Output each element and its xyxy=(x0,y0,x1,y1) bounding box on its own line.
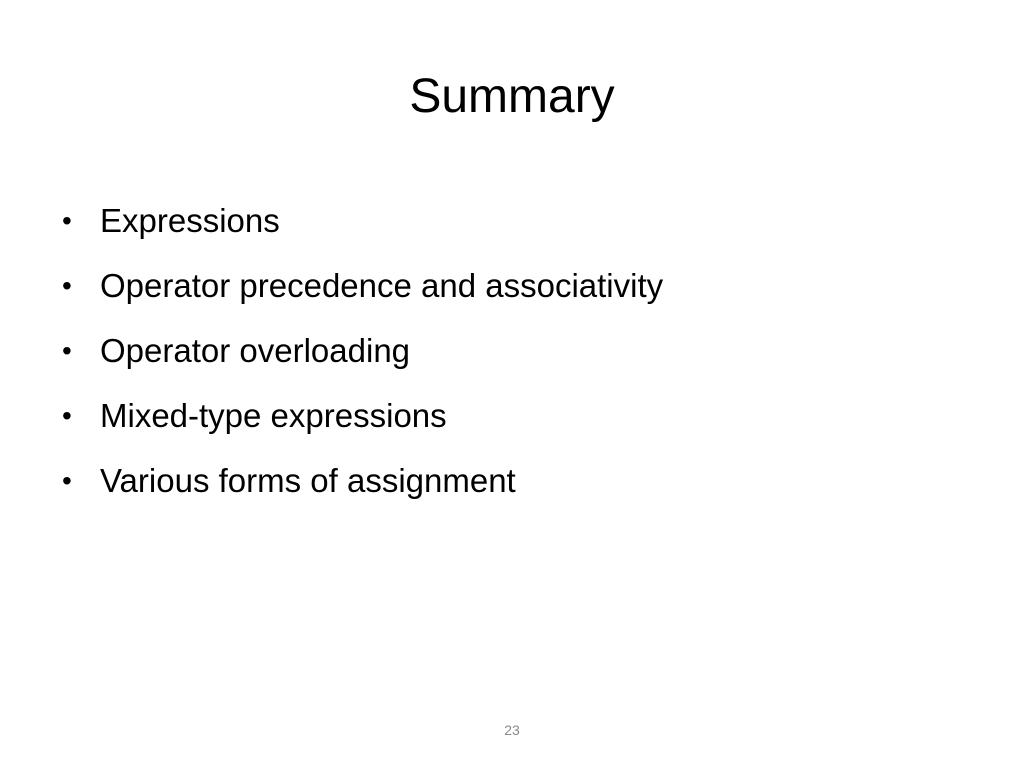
bullet-icon: • xyxy=(62,464,72,496)
bullet-item xyxy=(56,448,663,513)
slide-title: Summary xyxy=(409,70,615,123)
bullet-icon: • xyxy=(62,399,72,431)
bullet-item xyxy=(56,188,663,253)
bullet-icon: • xyxy=(62,269,72,301)
bullet-text-mixed-type: Mixed-type expressions xyxy=(100,396,447,434)
slide-number: 23 xyxy=(504,722,520,738)
bullet-text-operator-overloading: Operator overloading xyxy=(100,331,411,369)
bullet-text-assignment: Various forms of assignment xyxy=(100,461,516,499)
bullet-text-expressions: Expressions xyxy=(100,201,280,239)
bullet-item xyxy=(56,383,663,448)
bullet-item xyxy=(56,253,663,318)
bullet-text-operator-precedence: Operator precedence and associativity xyxy=(100,266,664,304)
bullet-list xyxy=(56,188,663,513)
bullet-icon: • xyxy=(62,334,72,366)
bullet-item xyxy=(56,318,663,383)
bullet-icon: • xyxy=(62,204,72,236)
